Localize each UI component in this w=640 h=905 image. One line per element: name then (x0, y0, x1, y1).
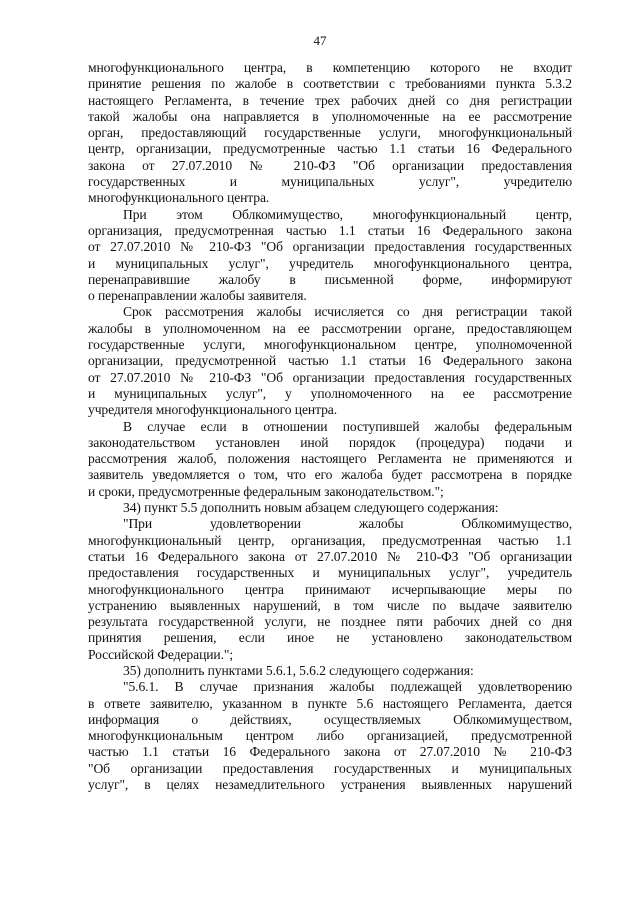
text-line: статьи 16 Федерального закона от 27.07.2010 № 210-ФЗ "Об организации (88, 548, 572, 564)
text-line: частью 1.1 статьи 16 Федерального закона от 27.07.2010 № 210-ФЗ (88, 744, 572, 760)
text-line: рассмотрения жалоб, положения настоящего Регламента не применяются и (88, 451, 572, 467)
text-line: заявитель уведомляется о том, что его жалоба будет рассмотрена в порядке (88, 467, 572, 483)
text-line: многофункциональным центром либо организацией, предусмотренной (88, 728, 572, 744)
text-line: такой жалобы она направляется в уполномоченные на ее рассмотрение (88, 108, 572, 124)
text-line: организация, предусмотренная частью 1.1 статьи 16 Федерального закона (88, 222, 572, 238)
text-line: многофункционального центра. (88, 190, 270, 206)
text-line: государственные услуги, многофункциональном центре, уполномоченной (88, 337, 572, 353)
text-line: от 27.07.2010 № 210-ФЗ "Об организации предоставления государственных (88, 369, 572, 385)
text-line: "5.6.1. В случае признания жалобы подлежащей удовлетворению (123, 679, 572, 695)
text-line: многофункциональный центр, организация, предусмотренная частью 1.1 (88, 532, 572, 548)
text-line: учредителя многофункционального центра. (88, 402, 338, 418)
text-line: многофункционального центра, в компетенцию которого не входит (88, 60, 572, 75)
text-line: 35) дополнить пунктами 5.6.1, 5.6.2 следующего содержания: (123, 662, 474, 678)
text-line: и муниципальных услуг", у уполномоченного на ее рассмотрение (88, 385, 572, 401)
text-line: и сроки, предусмотренные федеральным законодательством."; (88, 483, 444, 499)
text-line: устранению выявленных нарушений, в том числе по выдаче заявителю (88, 597, 572, 613)
text-line: принятия решения, если иное не установлено законодательством (88, 630, 572, 646)
text-line: многофункционального центра принимают исчерпывающие меры по (88, 581, 572, 597)
text-line: настоящего Регламента, в течение трех рабочих дней со дня регистрации (88, 92, 572, 108)
text-line: орган, предоставляющий государственные услуги, многофункциональный (88, 125, 572, 141)
text-line: Российской Федерации."; (88, 646, 234, 662)
text-line: "При удовлетворении жалобы Облкомимущество, (123, 516, 572, 532)
page-number: 47 (313, 33, 327, 48)
text-line: о перенаправлении жалобы заявителя. (88, 288, 307, 304)
text-line: услуг", в целях незамедлительного устранения выявленных нарушений (88, 777, 572, 793)
text-line: перенаправившие жалобу в письменной форме, информируют (88, 271, 572, 287)
text-line: В случае если в отношении поступившей жалобы федеральным (123, 418, 572, 434)
text-line: 34) пункт 5.5 дополнить новым абзацем следующего содержания: (123, 500, 499, 516)
text-line: При этом Облкомимущество, многофункциональный центр, (123, 206, 572, 222)
text-line: центр, организации, предусмотренные частью 1.1 статьи 16 Федерального (88, 141, 572, 157)
text-line: государственных и муниципальных услуг", учредителю (88, 174, 572, 190)
text-line: результата государственной услуги, не позднее пяти рабочих дней со дня (88, 614, 572, 630)
text-line: Срок рассмотрения жалобы исчисляется со дня регистрации такой (123, 304, 572, 320)
text-line: принятие решения по жалобе в соответствии с требованиями пункта 5.3.2 (88, 76, 572, 92)
text-line: в ответе заявителю, указанном в пункте 5.6 настоящего Регламента, дается (88, 695, 572, 711)
text-line: жалобы в уполномоченном на ее рассмотрении органе, предоставляющем (88, 320, 572, 336)
body-text (88, 60, 572, 793)
text-line: закона от 27.07.2010 № 210-ФЗ "Об организации предоставления (88, 157, 572, 173)
text-line: "Об организации предоставления государственных и муниципальных (88, 760, 572, 776)
text-line: организации, предусмотренной частью 1.1 статьи 16 Федерального закона (88, 353, 572, 369)
text-line: и муниципальных услуг", учредитель многофункционального центра, (88, 255, 572, 271)
text-line: информация о действиях, осуществляемых Облкомимуществом, (88, 711, 572, 727)
text-line: предоставления государственных и муниципальных услуг", учредитель (88, 565, 572, 581)
text-line: законодательством установлен иной порядок (процедура) подачи и (88, 434, 572, 450)
text-line: от 27.07.2010 № 210-ФЗ "Об организации предоставления государственных (88, 239, 572, 255)
